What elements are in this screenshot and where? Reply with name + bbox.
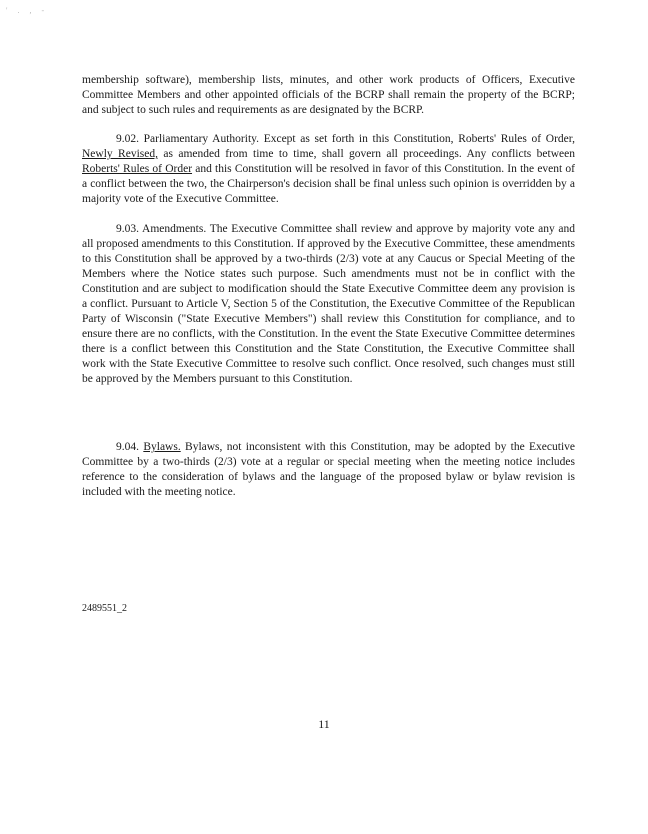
section-9-02-parliamentary-authority bbox=[82, 132, 575, 207]
section-heading: Bylaws. bbox=[143, 441, 181, 453]
section-9-04-bylaws bbox=[82, 440, 575, 500]
section-heading: Amendments. bbox=[142, 223, 207, 235]
section-number: 9.03. bbox=[116, 223, 139, 235]
page-number: 11 bbox=[318, 717, 330, 731]
paragraph-text: Except as set forth in this Constitution, Roberts' Rules of Order, bbox=[263, 133, 575, 145]
document-id: 2489551_2 bbox=[82, 603, 127, 614]
paragraph-continuation bbox=[82, 73, 575, 118]
paragraph-text: The Executive Committee shall review and approve by majority vote any and all proposed amendments to this Constitution. If approved by the Executive Committee, these amendments to this Constitution shall be approved by a two-thirds (2/3) vote at any Caucus or Special Meeting of the Members where the Notice states such purpose. Such amendments must not be in conflict with the Constitution and are subject to modification should the State Executive Committee deem any provision is a conflict. Pursuant to Article V, Section 5 of the Constitution, the Executive Committee of the Republican Party of Wisconsin ("State Executive Members") shall review this Constitution for compliance, and to ensure there are no conflicts, with the Constitution. In the event the State Executive Committee determines there is a conflict between this Constitution and the State Constitution, the Executive Committee shall work with the State Executive Committee to resolve such conflict. Once resolved, such changes must still be approved by the Members pursuant to this Constitution. bbox=[82, 223, 575, 385]
section-9-03-amendments bbox=[82, 222, 575, 387]
section-number: 9.02. bbox=[116, 133, 139, 145]
underlined-reference: Roberts' Rules of Order bbox=[82, 163, 193, 175]
paragraph-text: and this Constitution will be resolved in favor of this Constitution. In the event of a conflict between the two, the Chairperson's decision shall be final unless such opinion is overridden by a majority vote of the Executive Committee. bbox=[82, 163, 575, 205]
section-heading: Parliamentary Authority. bbox=[143, 133, 260, 145]
section-number: 9.04. bbox=[116, 441, 139, 453]
underlined-reference: Newly Revised, bbox=[82, 148, 158, 160]
paragraph-text: Bylaws, not inconsistent with this Constitution, may be adopted by the Executive Committee by a two-thirds (2/3) vote at a regular or special meeting when the meeting notice includes reference to the consideration of bylaws and the language of the proposed bylaw or bylaw revision is included with the meeting notice. bbox=[82, 441, 576, 498]
paragraph-text: as amended from time to time, shall govern all proceedings. Any conflicts between bbox=[163, 148, 575, 160]
paragraph-text: membership software), membership lists, minutes, and other work products of Officers, Executive Committee Members and other appointed officials of the BCRP shall remain the property of the BCRP; and subject to such rules and requirements as are designated by the BCRP. bbox=[82, 74, 575, 116]
scan-artifact-marks: ' . , - bbox=[6, 6, 49, 15]
